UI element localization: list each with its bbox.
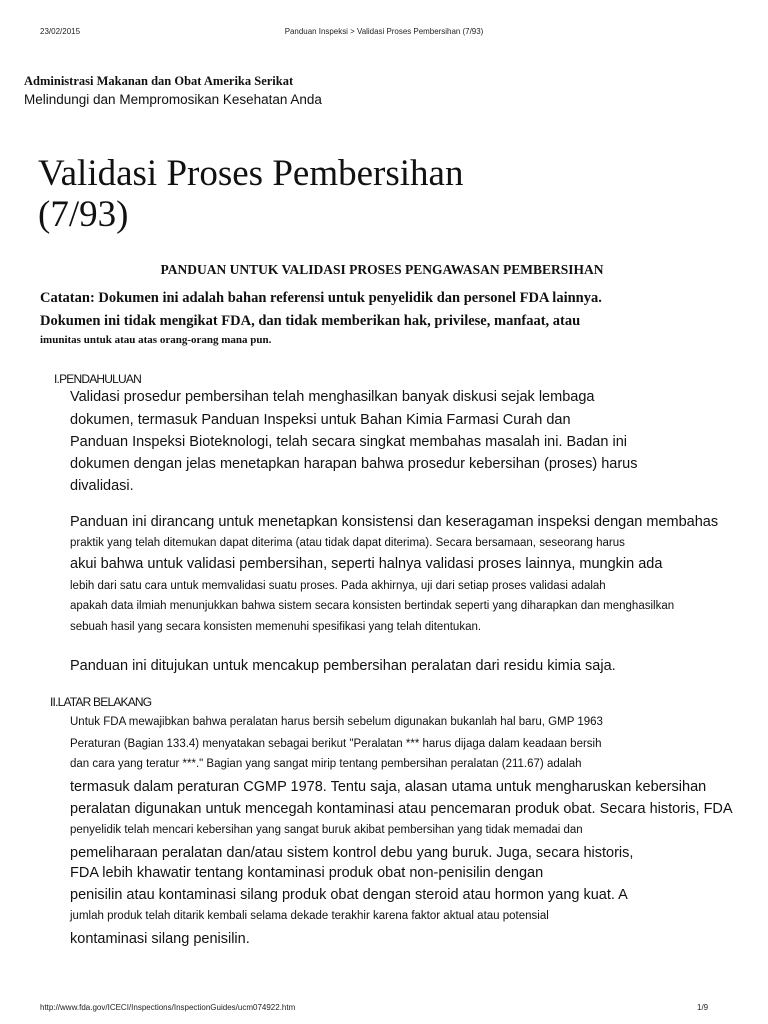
paragraph-line: termasuk dalam peraturan CGMP 1978. Tentu saja, alasan utama untuk mengharuskan kebersihan — [70, 779, 707, 795]
paragraph-line: penyelidik telah mencari kebersihan yang sangat buruk akibat pembersihan yang tidak memadai dan — [70, 824, 583, 836]
paragraph-line: pemeliharaan peralatan dan/atau sistem kontrol debu yang buruk. Juga, secara historis, — [70, 845, 634, 861]
paragraph-line: apakah data ilmiah menunjukkan bahwa sistem secara konsisten bertindak seperti yang diharapkan dan menghasilkan — [70, 600, 675, 612]
paragraph-line: divalidasi. — [70, 478, 134, 494]
doc-title-line-2: (7/93) — [38, 194, 129, 235]
paragraph-line: dokumen dengan jelas menetapkan harapan bahwa prosedur kebersihan (proses) harus — [70, 456, 638, 472]
paragraph-line: akui bahwa untuk validasi pembersihan, seperti halnya validasi proses lainnya, mungkin ada — [70, 556, 663, 572]
note-line: Dokumen ini tidak mengikat FDA, dan tidak memberikan hak, privilese, manfaat, atau — [40, 313, 581, 329]
print-page-number: 1/9 — [697, 1003, 709, 1012]
paragraph-line: Untuk FDA mewajibkan bahwa peralatan harus bersih sebelum digunakan bukanlah hal baru, GMP 1963 — [70, 716, 603, 728]
paragraph-line: penisilin atau kontaminasi silang produk obat dengan steroid atau hormon yang kuat. A — [70, 887, 628, 903]
agency-name[interactable]: Administrasi Makanan dan Obat Amerika Serikat — [24, 74, 294, 88]
note-line: Catatan: Dokumen ini adalah bahan referensi untuk penyelidik dan personel FDA lainnya. — [40, 290, 602, 306]
paragraph-line: Panduan ini ditujukan untuk mencakup pembersihan peralatan dari residu kimia saja. — [70, 658, 616, 674]
paragraph-line: kontaminasi silang penisilin. — [70, 931, 250, 947]
paragraph-line: praktik yang telah ditemukan dapat diterima (atau tidak dapat diterima). Secara bersamaan, seseorang harus — [70, 537, 625, 549]
paragraph-line: jumlah produk telah ditarik kembali selama dekade terakhir karena faktor aktual atau potensial — [70, 910, 549, 922]
doc-title-line-1: Validasi Proses Pembersihan — [38, 153, 464, 194]
print-date: 23/02/2015 — [40, 27, 81, 36]
paragraph-line: Panduan ini dirancang untuk menetapkan konsistensi dan keseragaman inspeksi dengan membahas — [70, 514, 719, 530]
print-page-title: Panduan Inspeksi > Validasi Proses Pembersihan (7/93) — [284, 27, 484, 36]
print-url[interactable]: http://www.fda.gov/ICECI/Inspections/InspectionGuides/ucm074922.htm — [40, 1003, 296, 1012]
paragraph-line: peralatan digunakan untuk mencegah kontaminasi atau pencemaran produk obat. Secara historis, FDA — [70, 801, 733, 817]
paragraph-line: Peraturan (Bagian 133.4) menyatakan sebagai berikut "Peralatan *** harus dijaga dalam keadaan bersih — [70, 738, 602, 750]
note-line: imunitas untuk atau atas orang-orang mana pun. — [40, 334, 272, 346]
section-heading-latar-belakang: II.LATAR BELAKANG — [50, 695, 152, 709]
agency-tagline: Melindungi dan Mempromosikan Kesehatan Anda — [24, 92, 322, 107]
paragraph-line: dan cara yang teratur ***." Bagian yang sangat mirip tentang pembersihan peralatan (211.67) adalah — [70, 758, 582, 770]
section-heading-pendahuluan: I.PENDAHULUAN — [54, 372, 141, 386]
doc-subtitle: PANDUAN UNTUK VALIDASI PROSES PENGAWASAN PEMBERSIHAN — [160, 262, 604, 277]
paragraph-line: lebih dari satu cara untuk memvalidasi suatu proses. Pada akhirnya, uji dari setiap proses validasi adalah — [70, 580, 606, 592]
paragraph-line: Validasi prosedur pembersihan telah menghasilkan banyak diskusi sejak lembaga — [70, 389, 595, 405]
paragraph-line: Panduan Inspeksi Bioteknologi, telah secara singkat membahas masalah ini. Badan ini — [70, 434, 627, 450]
paragraph-line: FDA lebih khawatir tentang kontaminasi produk obat non-penisilin dengan — [70, 865, 544, 881]
paragraph-line: sebuah hasil yang secara konsisten memenuhi spesifikasi yang telah ditentukan. — [70, 621, 482, 633]
paragraph-line: dokumen, termasuk Panduan Inspeksi untuk Bahan Kimia Farmasi Curah dan — [70, 412, 571, 428]
